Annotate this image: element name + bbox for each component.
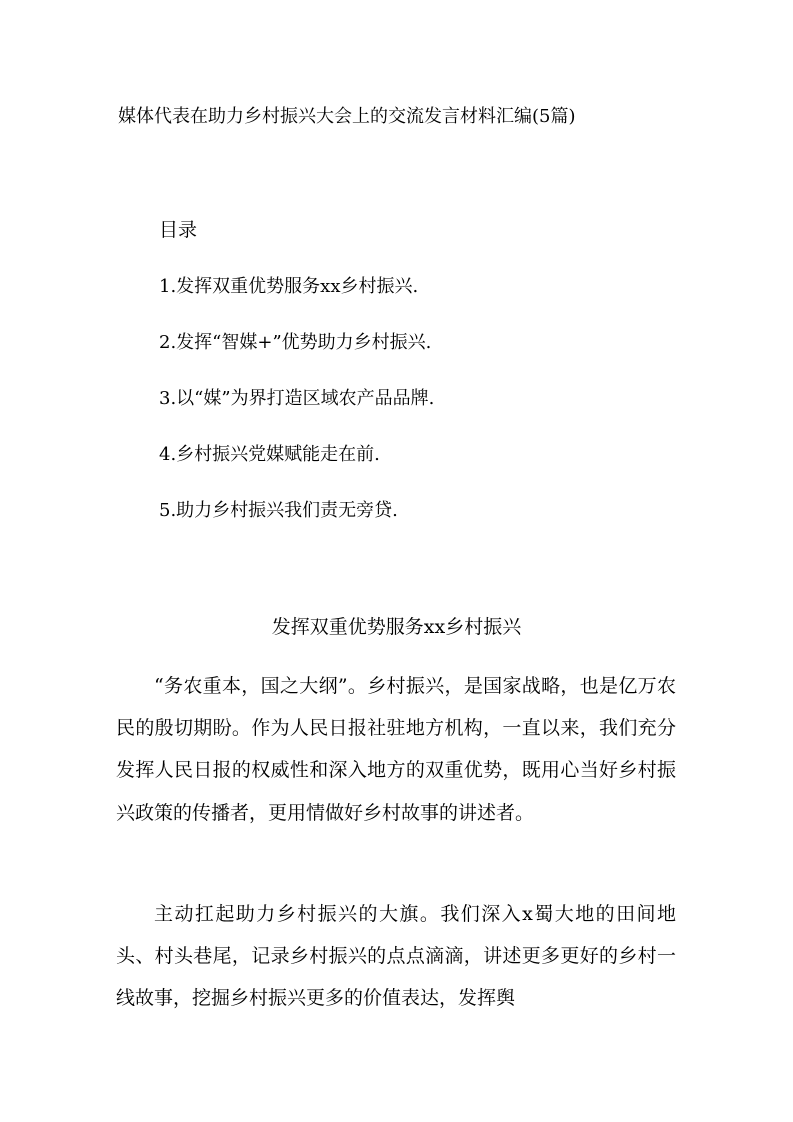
toc-item: 1.发挥双重优势服务xx乡村振兴.	[159, 276, 419, 297]
body-paragraph: “务农重本，国之大纲”。乡村振兴，是国家战略，也是亿万农民的殷切期盼。作为人民日报社驻地方机构，一直以来，我们充分发挥人民日报的权威性和深入地方的双重优势，既用心当好乡村振兴政策的传播者，更用情做好乡村故事的讲述者。	[116, 675, 676, 824]
toc-item: 4.乡村振兴党媒赋能走在前.	[159, 444, 380, 465]
toc-item: 3.以“媒”为界打造区域农产品品牌.	[159, 388, 435, 409]
document-title: 媒体代表在助力乡村振兴大会上的交流发言材料汇编(5篇)	[118, 106, 576, 127]
toc-item: 5.助力乡村振兴我们责无旁贷.	[159, 500, 398, 521]
section-title: 发挥双重优势服务xx乡村振兴	[271, 616, 522, 638]
body-paragraph: 主动扛起助力乡村振兴的大旗。我们深入x蜀大地的田间地头、村头巷尾，记录乡村振兴的点点滴滴，讲述更多更好的乡村一线故事，挖掘乡村振兴更多的价值表达，发挥舆	[116, 903, 676, 1010]
toc-item: 2.发挥“智媒+”优势助力乡村振兴.	[159, 332, 432, 353]
toc-heading: 目录	[159, 219, 198, 241]
toc-list	[159, 274, 434, 554]
